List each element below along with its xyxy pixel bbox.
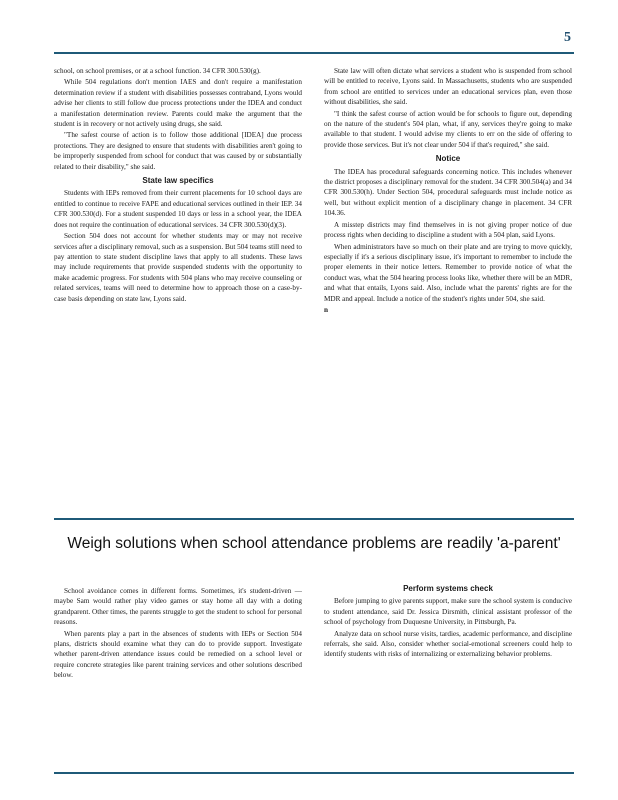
section-rule bbox=[54, 518, 574, 520]
body-paragraph: Section 504 does not account for whether students may or may not receive services after a disciplinary removal, such as a suspension. But 504 teams still need to pay attention to state student discipline laws that apply to all students. These laws may include requirements that provide suspended students with the opportunity to make academic progress. For students with 504 plans who may receive counseling or related services, teams will need to determine how to approach those on a case-by-case basis depending on state law, Lyons said. bbox=[54, 232, 302, 303]
body-paragraph: A misstep districts may find themselves in is not giving proper notice of due process rights when deciding to discipline a student with a 504 plan, said Lyons. bbox=[324, 220, 572, 240]
section-heading-state-law: State law specifics bbox=[142, 176, 214, 186]
body-paragraph: School avoidance comes in different forms. Sometimes, it's student-driven — maybe Sam would rather play video games or stay home all day with a doting grandparent. Other times, the parents struggle to get the student to school for personal reasons. bbox=[54, 587, 302, 627]
sign-off-mark: n bbox=[324, 305, 328, 314]
body-paragraph: The IDEA has procedural safeguards concerning notice. This includes whenever the district proposes a disciplinary removal for the student. 34 CFR 300.504(a) and 34 CFR 300.530(h). Under Section 504, procedural safeguards must include notice as well, but without explicit mention of a disciplinary change in placement. 34 CFR 104.36. bbox=[324, 167, 572, 218]
body-paragraph: Students with IEPs removed from their current placements for 10 school days are entitled to continue to receive FAPE and educational services outlined in their IEP. 34 CFR 300.530(d). For a student suspended 10 days or less in a school year, the IDEA does not require the continuation of educational services. 34 CFR 300.530(d)(3). bbox=[54, 189, 302, 229]
article-column-left bbox=[54, 66, 302, 510]
body-paragraph: When parents play a part in the absences of students with IEPs or Section 504 plans, districts should examine what they can do to provide support. Investigate whether parent-driven attendance issues could be remedied on a school level or require concrete strategies like parent training services and other solutions described below. bbox=[54, 629, 302, 680]
body-paragraph: Before jumping to give parents support, make sure the school system is conducive to student attendance, said Dr. Jessica Dirsmith, clinical assistant professor of the school of psychology from Duquesne University, in Pittsburgh, Pa. bbox=[324, 597, 572, 627]
footer-rule bbox=[54, 772, 574, 774]
section-heading-notice: Notice bbox=[435, 154, 461, 164]
article-column-right-lower bbox=[324, 580, 572, 764]
body-paragraph: While 504 regulations don't mention IAES and don't require a manifestation determination review if a student with disabilities possesses contraband, Lyons would advise her clients to still follow due process protections under the IDEA and conduct a manifestation determination review. Parents could make the argument that the student is in recovery or not actively using drugs, she said. bbox=[54, 78, 302, 129]
body-paragraph: school, on school premises, or at a school function. 34 CFR 300.530(g). bbox=[54, 67, 261, 75]
section-heading-perform: Perform systems check bbox=[403, 584, 493, 593]
body-paragraph: State law will often dictate what services a student who is suspended from school will be entitled to receive, Lyons said. In Massachusetts, students who are suspended from school are entitled to services under an educational services plan, even those without disabilities, she said. bbox=[324, 67, 572, 107]
body-paragraph: "I think the safest course of action would be for schools to figure out, depending on the nature of the student's 504 plan, what, if any, services they're going to make available to that student. I would advise my clients to err on the side of offering to provide those services. But it's not clear under 504 if that's required," she said. bbox=[324, 109, 572, 149]
header-rule bbox=[54, 52, 574, 54]
body-paragraph: Analyze data on school nurse visits, tardies, academic performance, and discipline referrals, she said. Also, consider whether social-emotional screeners could help to identify students with risks of internalizing or externalizing behavior problems. bbox=[324, 629, 572, 659]
article-headline: Weigh solutions when school attendance problems are readily 'a-parent' bbox=[67, 535, 561, 552]
page-number: 5 bbox=[564, 30, 571, 45]
body-paragraph: "The safest course of action is to follow those additional [IDEA] due process protections. They are designed to ensure that students with disabilities aren't going to be improperly suspended from school for conduct that was caused by or substantially related to their disability," she said. bbox=[54, 131, 302, 171]
article-column-left-lower bbox=[54, 586, 302, 764]
body-paragraph: When administrators have so much on their plate and are trying to move quickly, especially if it's a serious disciplinary issue, it's important to remember to include the proper elements in their notice letters. Remember to provide notice of what the conduct was, what the 504 hearing process looks like, whether there will be an MDR, and what that entails, Lyons said. Also, include what the parents' rights are for the MDR and appeal. Include a notice of the student's rights under 504, she said. bbox=[324, 242, 572, 303]
article-column-right bbox=[324, 66, 572, 510]
